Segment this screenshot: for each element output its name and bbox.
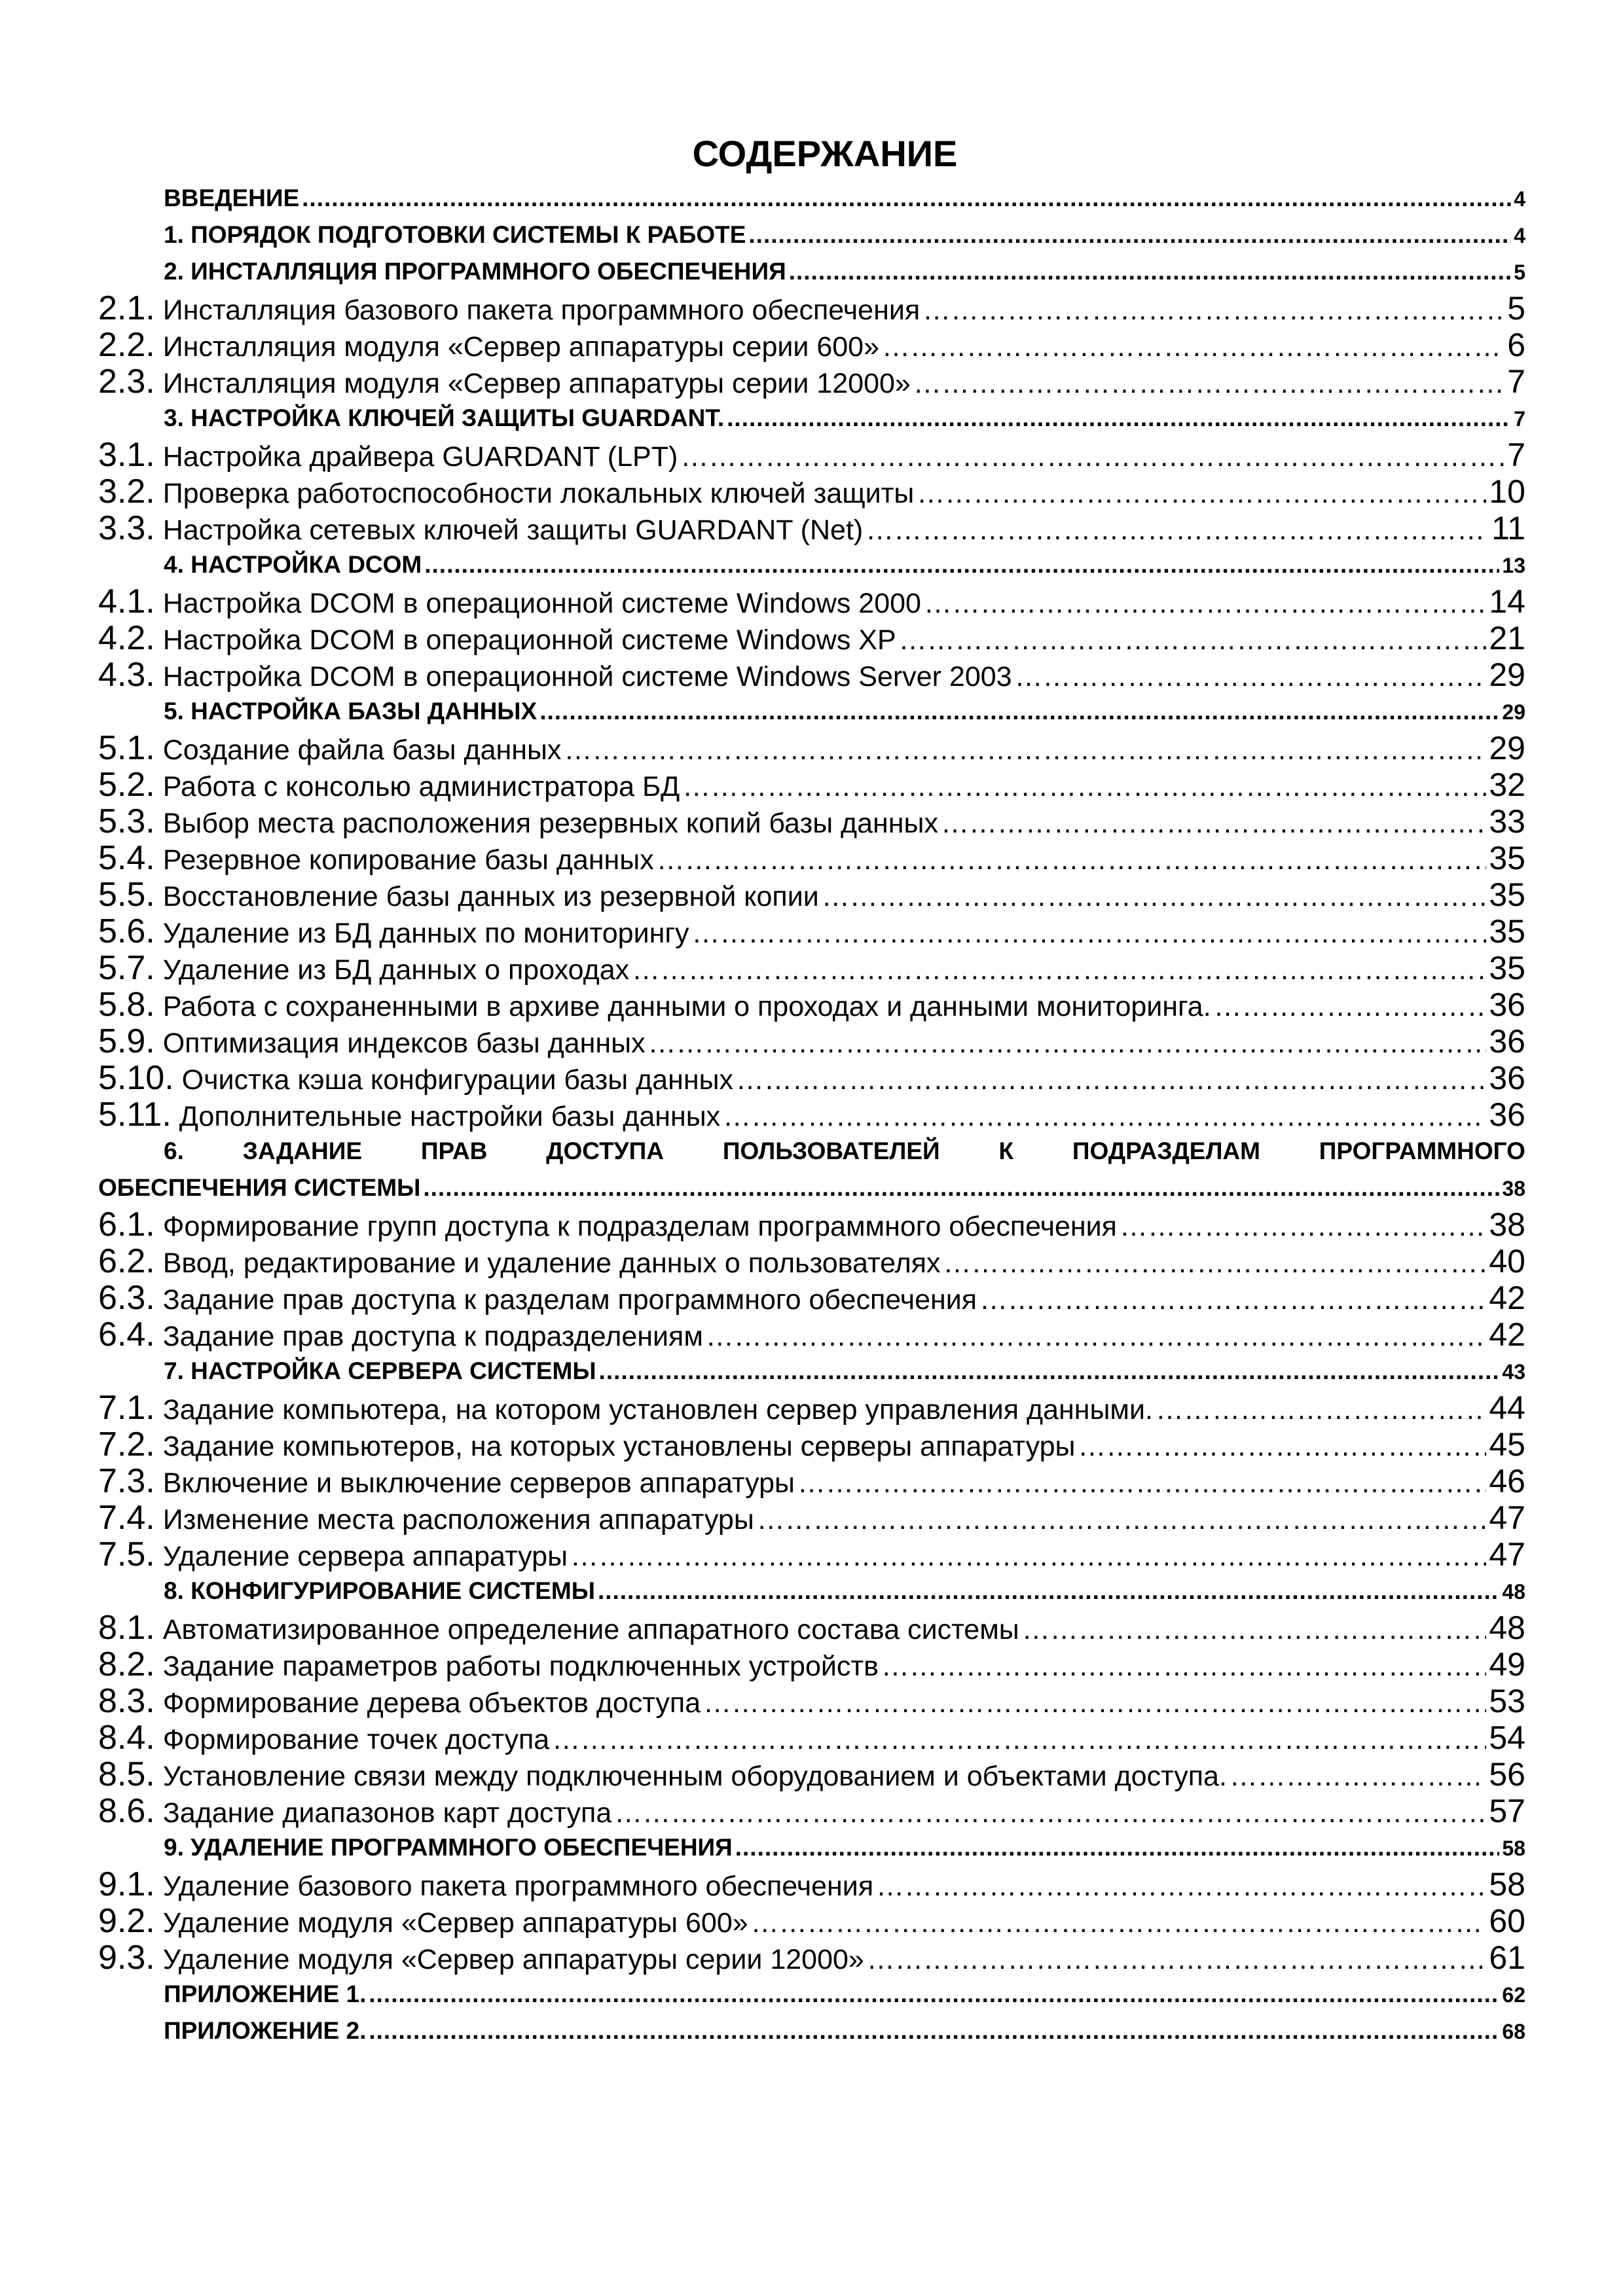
- toc-entry-label: 3. НАСТРОЙКА КЛЮЧЕЙ ЗАЩИТЫ GUARDANT.: [164, 404, 725, 431]
- toc-entry-page: 40: [1489, 1243, 1525, 1280]
- toc-entry-subsection[interactable]: [98, 1756, 1525, 1793]
- toc-entry-page: 33: [1489, 803, 1525, 840]
- toc-entry-label: ПРИЛОЖЕНИЕ 2.: [164, 2017, 367, 2044]
- toc-entry-subsection[interactable]: [98, 290, 1525, 327]
- dot-leader: [1078, 1428, 1486, 1463]
- toc-entry-number: 2.2.: [98, 327, 155, 363]
- toc-entry-subsection[interactable]: [98, 327, 1525, 363]
- toc-entry-label: Установление связи между подключенным оборудованием и объектами доступа.: [162, 1761, 1227, 1792]
- toc-entry-label: Автоматизированное определение аппаратного состава системы: [162, 1614, 1019, 1645]
- toc-entry-label: Формирование дерева объектов доступа: [162, 1687, 701, 1719]
- toc-entry-subsection[interactable]: [98, 437, 1525, 473]
- toc-entry-section[interactable]: [98, 217, 1525, 253]
- toc-entry-word: ДОСТУПА: [546, 1138, 664, 1164]
- toc-entry-label: Задание компьютеров, на которых установлены серверы аппаратуры: [162, 1431, 1076, 1462]
- toc-entry-label: Инсталляция базового пакета программного обеспечения: [162, 295, 921, 326]
- dot-leader: [866, 512, 1489, 547]
- toc-entry-number: 8.2.: [98, 1646, 155, 1683]
- toc-entry-number: 5.5.: [98, 876, 155, 913]
- toc-entry-label: Удаление модуля «Сервер аппаратуры серии 12000»: [162, 1944, 864, 1975]
- toc-entry-subsection[interactable]: [98, 363, 1525, 400]
- dot-leader: [1015, 658, 1487, 693]
- dot-leader: [979, 1282, 1486, 1316]
- toc-entry-label: Изменение места расположения аппаратуры: [162, 1504, 754, 1535]
- dot-leader: [632, 952, 1486, 986]
- toc-entry-number: 4.2.: [98, 620, 155, 656]
- toc-entry-section[interactable]: [98, 1133, 1525, 1206]
- toc-entry-page: 35: [1489, 950, 1525, 986]
- toc-entry-subsection[interactable]: [98, 1096, 1525, 1133]
- toc-entry-number: 6.2.: [98, 1243, 155, 1280]
- toc-entry-page: 42: [1489, 1316, 1525, 1353]
- toc-entry-subsection[interactable]: [98, 1646, 1525, 1683]
- toc-entry-number: 4.1.: [98, 583, 155, 620]
- toc-entry-section[interactable]: [98, 1976, 1525, 2013]
- toc-entry-page: 58: [1502, 1837, 1525, 1860]
- toc-entry-label: 5. НАСТРОЙКА БАЗЫ ДАННЫХ: [164, 698, 538, 725]
- toc-entry-number: 5.7.: [98, 950, 155, 986]
- toc-entry-label: Удаление сервера аппаратуры: [162, 1541, 568, 1572]
- dot-leader: [822, 878, 1487, 913]
- toc-entry-label: Задание прав доступа к подразделениям: [162, 1321, 703, 1352]
- toc-entry-page: 4: [1514, 187, 1525, 211]
- toc-entry-subsection[interactable]: [98, 876, 1525, 913]
- dot-leader: [876, 1868, 1486, 1903]
- toc-entry-number: 2.1.: [98, 290, 155, 327]
- toc-entry-number: 7.5.: [98, 1536, 155, 1573]
- dot-leader: [703, 1685, 1486, 1719]
- toc-entry-label: Очистка кэша конфигурации базы данных: [181, 1064, 733, 1096]
- dot-leader: [692, 915, 1487, 950]
- toc-entry-page: 57: [1489, 1793, 1525, 1829]
- dot-leader: [648, 1025, 1487, 1060]
- toc-entry-number: 4.3.: [98, 656, 155, 693]
- dot-leader: [735, 1829, 1500, 1866]
- toc-entry-label: Инсталляция модуля «Сервер аппаратуры серии 12000»: [162, 368, 911, 399]
- toc-entry-label: Задание диапазонов карт доступа: [162, 1797, 612, 1829]
- dot-leader: [757, 1501, 1487, 1536]
- toc-entry-subsection[interactable]: [98, 1719, 1525, 1756]
- toc-entry-subsection[interactable]: [98, 1939, 1525, 1976]
- toc-entry-section[interactable]: [98, 253, 1525, 290]
- toc-entry-number: 5.8.: [98, 986, 155, 1023]
- toc-entry-page: 35: [1489, 913, 1525, 950]
- toc-entry-page: 60: [1489, 1903, 1525, 1939]
- dot-leader: [751, 1905, 1487, 1939]
- toc-entry-section[interactable]: [98, 1353, 1525, 1390]
- toc-entry-page: 32: [1489, 766, 1525, 803]
- toc-entry-page: 54: [1489, 1719, 1525, 1756]
- dot-leader: [727, 400, 1511, 437]
- toc-entry-label: Работа с сохраненными в архиве данными о проходах и данными мониторинга.: [162, 991, 1211, 1022]
- dot-leader: [369, 1976, 1499, 2013]
- dot-leader: [924, 585, 1486, 620]
- toc-entry-number: 3.1.: [98, 437, 155, 473]
- toc-entry-page: 36: [1489, 1096, 1525, 1133]
- toc-entry-subsection[interactable]: [98, 473, 1525, 510]
- dot-leader: [598, 1573, 1499, 1609]
- dot-leader: [736, 1062, 1486, 1096]
- toc-entry-subsection[interactable]: [98, 1316, 1525, 1353]
- toc-entry-subsection[interactable]: [98, 1390, 1525, 1426]
- toc-entry-subsection[interactable]: [98, 950, 1525, 986]
- toc-entry-label: Формирование точек доступа: [162, 1724, 550, 1755]
- toc-entry-page: 38: [1502, 1177, 1525, 1200]
- toc-entry-label: Удаление из БД данных по мониторингу: [162, 918, 689, 949]
- toc-entry-label: ПРИЛОЖЕНИЕ 1.: [164, 1981, 367, 2007]
- toc-entry-label: Задание компьютера, на котором установлен сервер управления данными.: [162, 1394, 1153, 1426]
- dot-leader: [657, 842, 1487, 876]
- toc-entry-page: 48: [1502, 1580, 1525, 1604]
- toc-entry-label: Удаление из БД данных о проходах: [162, 954, 630, 986]
- toc-entry-page: 6: [1507, 327, 1525, 363]
- toc-entry-word: ПОЛЬЗОВАТЕЛЕЙ: [722, 1138, 940, 1164]
- toc-entry-label: Восстановление базы данных из резервной копии: [162, 881, 819, 912]
- toc-entry-page: 49: [1489, 1646, 1525, 1683]
- toc-entry-label: Настройка DCOM в операционной системе Windows Server 2003: [162, 661, 1012, 692]
- toc-entry-page: 56: [1489, 1756, 1525, 1793]
- toc-entry-word: 6.: [164, 1138, 184, 1164]
- dot-leader: [943, 1245, 1487, 1280]
- toc-entry-label: Удаление базового пакета программного обеспечения: [162, 1871, 874, 1902]
- toc-entry-page: 58: [1489, 1866, 1525, 1903]
- dot-leader: [922, 292, 1504, 327]
- toc-entry-subsection[interactable]: [98, 730, 1525, 766]
- toc-entry-label: 1. ПОРЯДОК ПОДГОТОВКИ СИСТЕМЫ К РАБОТЕ: [164, 221, 746, 248]
- dot-leader: [941, 805, 1486, 840]
- dot-leader: [789, 253, 1511, 290]
- toc-entry-label: Включение и выключение серверов аппаратуры: [162, 1467, 795, 1499]
- dot-leader: [1156, 1391, 1486, 1426]
- toc-entry-number: 5.3.: [98, 803, 155, 840]
- toc-entry-label: ВВЕДЕНИЕ: [164, 185, 300, 211]
- toc-entry-number: 2.3.: [98, 363, 155, 400]
- toc-entry-number: 3.2.: [98, 473, 155, 510]
- toc-entry-page: 13: [1502, 554, 1525, 577]
- dot-leader: [1022, 1611, 1487, 1646]
- dot-leader: [539, 693, 1499, 730]
- toc-entry-label: Формирование групп доступа к подразделам программного обеспечения: [162, 1211, 1117, 1242]
- toc-entry-page: 47: [1489, 1536, 1525, 1573]
- toc-entry-page: 4: [1514, 224, 1525, 247]
- toc-entry-subsection[interactable]: [98, 1060, 1525, 1096]
- toc-entry-subsection[interactable]: [98, 583, 1525, 620]
- dot-leader: [424, 547, 1499, 583]
- dot-leader: [797, 1465, 1486, 1499]
- toc-entry-page: 61: [1489, 1939, 1525, 1976]
- dot-leader: [1230, 1758, 1486, 1793]
- toc-entry-label: Создание файла базы данных: [162, 734, 562, 766]
- toc-entry-page: 14: [1489, 583, 1525, 620]
- toc-entry-page: 5: [1507, 290, 1525, 327]
- toc-entry-page: 43: [1502, 1360, 1525, 1384]
- toc-entry-label: Удаление модуля «Сервер аппаратуры 600»: [162, 1907, 748, 1939]
- toc-entry-page: 21: [1489, 620, 1525, 656]
- dot-leader: [423, 1170, 1499, 1206]
- toc-entry-number: 5.4.: [98, 840, 155, 876]
- toc-entry-number: 9.1.: [98, 1866, 155, 1903]
- toc-entry-page: 46: [1489, 1463, 1525, 1499]
- toc-entry-page: 35: [1489, 840, 1525, 876]
- toc-entry-subsection[interactable]: [98, 1023, 1525, 1060]
- toc-entry-section[interactable]: [98, 400, 1525, 437]
- toc-entry-page: 36: [1489, 1023, 1525, 1060]
- toc-entry-page: 7: [1507, 437, 1525, 473]
- toc-entry-number: 3.3.: [98, 510, 155, 547]
- toc-entry-label: Настройка DCOM в операционной системе Windows XP: [162, 624, 896, 656]
- toc-entry-subsection[interactable]: [98, 986, 1525, 1023]
- dot-leader: [1120, 1208, 1486, 1243]
- dot-leader: [570, 1538, 1486, 1573]
- dot-leader: [682, 768, 1486, 803]
- dot-leader: [369, 2013, 1499, 2049]
- toc-entry-subsection[interactable]: [98, 1463, 1525, 1499]
- toc-entry-number: 6.3.: [98, 1280, 155, 1316]
- toc-entry-subsection[interactable]: [98, 803, 1525, 840]
- toc-entry-section[interactable]: [98, 547, 1525, 583]
- toc-entry-section[interactable]: [98, 1829, 1525, 1866]
- toc-entry-number: 7.4.: [98, 1499, 155, 1536]
- toc-entry-page: 42: [1489, 1280, 1525, 1316]
- toc-entry-word: ЗАДАНИЕ: [242, 1138, 363, 1164]
- toc-entry-label: Ввод, редактирование и удаление данных о пользователях: [162, 1247, 941, 1279]
- dot-leader: [882, 329, 1504, 363]
- toc-entry-number: 5.11.: [98, 1096, 172, 1133]
- toc-entry-label: Инсталляция модуля «Сервер аппаратуры серии 600»: [162, 331, 880, 363]
- toc-entry-number: 8.6.: [98, 1793, 155, 1829]
- toc-entry-section[interactable]: [98, 693, 1525, 730]
- toc-entry-page: 47: [1489, 1499, 1525, 1536]
- toc-entry-subsection[interactable]: [98, 1793, 1525, 1829]
- toc-entry-number: 5.10.: [98, 1060, 174, 1096]
- dot-leader: [302, 180, 1511, 217]
- toc-entry-page: 10: [1489, 473, 1525, 510]
- toc-entry-page: 7: [1507, 363, 1525, 400]
- toc-entry-page: 68: [1502, 2020, 1525, 2043]
- toc-entry-page: 35: [1489, 876, 1525, 913]
- toc-entry-number: 8.5.: [98, 1756, 155, 1793]
- toc-entry-number: 8.4.: [98, 1719, 155, 1756]
- toc-entry-label: 9. УДАЛЕНИЕ ПРОГРАММНОГО ОБЕСПЕЧЕНИЯ: [164, 1834, 733, 1861]
- toc-entry-number: 7.3.: [98, 1463, 155, 1499]
- toc-entry-number: 8.3.: [98, 1683, 155, 1719]
- dot-leader: [723, 1098, 1486, 1133]
- toc-entry-subsection[interactable]: [98, 1499, 1525, 1536]
- dot-leader: [881, 1648, 1486, 1683]
- toc-entry-page: 48: [1489, 1609, 1525, 1646]
- toc-entry-page: 45: [1489, 1426, 1525, 1463]
- toc-entry-page: 11: [1491, 510, 1525, 547]
- toc-entry-page: 29: [1489, 656, 1525, 693]
- toc-entry-page: 36: [1489, 1060, 1525, 1096]
- toc-entry-label: 2. ИНСТАЛЛЯЦИЯ ПРОГРАММНОГО ОБЕСПЕЧЕНИЯ: [164, 258, 786, 285]
- toc-entry-page: 53: [1489, 1683, 1525, 1719]
- page-title: СОДЕРЖАНИЕ: [692, 133, 958, 174]
- toc-entry-subsection[interactable]: [98, 620, 1525, 656]
- toc-entry-number: 7.2.: [98, 1426, 155, 1463]
- toc-entry-word: ПРОГРАММНОГО: [1319, 1138, 1525, 1164]
- dot-leader: [917, 475, 1486, 510]
- toc-entry-page: 29: [1489, 730, 1525, 766]
- toc-entry-number: 8.1.: [98, 1609, 155, 1646]
- toc-entry-number: 5.9.: [98, 1023, 155, 1060]
- dot-leader: [599, 1353, 1500, 1390]
- toc-entry-page: 5: [1514, 260, 1525, 284]
- toc-entry-subsection[interactable]: [98, 1609, 1525, 1646]
- toc-entry-subsection[interactable]: [98, 913, 1525, 950]
- toc-entry-word: ПРАВ: [420, 1138, 488, 1164]
- toc-entry-section[interactable]: [98, 180, 1525, 217]
- toc-entry-label: Резервное копирование базы данных: [162, 844, 654, 876]
- dot-leader: [680, 439, 1504, 473]
- toc-entry-label: Выбор места расположения резервных копий базы данных: [162, 808, 938, 839]
- toc-entry-word: ПОДРАЗДЕЛАМ: [1072, 1138, 1260, 1164]
- toc-entry-number: 6.4.: [98, 1316, 155, 1353]
- toc-entry-section[interactable]: [98, 1573, 1525, 1609]
- toc-entry-subsection[interactable]: [98, 1243, 1525, 1280]
- toc-entry-number: 6.1.: [98, 1206, 155, 1243]
- toc-entry-page: 44: [1489, 1390, 1525, 1426]
- dot-leader: [706, 1318, 1486, 1353]
- toc-entry-word: К: [998, 1138, 1014, 1164]
- toc-entry-page: 62: [1502, 1983, 1525, 2007]
- toc-entry-number: 9.2.: [98, 1903, 155, 1939]
- toc-entry-label: Работа с консолью администратора БД: [162, 771, 680, 802]
- toc-entry-subsection[interactable]: [98, 1206, 1525, 1243]
- toc-entry-section[interactable]: [98, 2013, 1525, 2049]
- dot-leader: [748, 217, 1511, 253]
- toc-entry-subsection[interactable]: [98, 656, 1525, 693]
- toc-entry-subsection[interactable]: [98, 766, 1525, 803]
- toc-entry-label: Настройка сетевых ключей защиты GUARDANT (Net): [162, 514, 864, 546]
- toc-entry-label: Настройка драйвера GUARDANT (LPT): [162, 441, 678, 473]
- toc-entry-number: 5.2.: [98, 766, 155, 803]
- dot-leader: [867, 1941, 1487, 1976]
- dot-leader: [913, 365, 1504, 400]
- toc-entry-label: Дополнительные настройки базы данных: [179, 1101, 721, 1132]
- toc-entry-page: 36: [1489, 986, 1525, 1023]
- toc-entry-subsection[interactable]: [98, 1536, 1525, 1573]
- toc-entry-subsection[interactable]: [98, 510, 1525, 547]
- toc-entries: [98, 180, 1525, 2049]
- toc-entry-subsection[interactable]: [98, 1866, 1525, 1903]
- toc-entry-label: 4. НАСТРОЙКА DCOM: [164, 551, 422, 578]
- toc-entry-subsection[interactable]: [98, 1683, 1525, 1719]
- toc-entry-label: Оптимизация индексов базы данных: [162, 1028, 646, 1059]
- dot-leader: [564, 732, 1486, 766]
- toc-entry-page: 7: [1514, 407, 1525, 431]
- toc-entry-label: 7. НАСТРОЙКА СЕРВЕРА СИСТЕМЫ: [164, 1357, 596, 1384]
- dot-leader: [899, 622, 1487, 656]
- dot-leader: [1214, 988, 1487, 1023]
- toc-entry-number: 9.3.: [98, 1939, 155, 1976]
- toc-entry-page: 38: [1489, 1206, 1525, 1243]
- toc-entry-label: ОБЕСПЕЧЕНИЯ СИСТЕМЫ: [98, 1174, 421, 1201]
- toc-entry-subsection[interactable]: [98, 1426, 1525, 1463]
- dot-leader: [614, 1795, 1486, 1829]
- dot-leader: [552, 1721, 1486, 1756]
- toc-entry-label: Проверка работоспособности локальных ключей защиты: [162, 478, 915, 509]
- toc-entry-label: Настройка DCOM в операционной системе Windows 2000: [162, 588, 921, 619]
- toc-entry-number: 7.1.: [98, 1390, 155, 1426]
- toc-entry-page: 29: [1502, 700, 1525, 724]
- toc-entry-label: Задание прав доступа к разделам программного обеспечения: [162, 1284, 977, 1316]
- table-of-contents: [98, 128, 1525, 2049]
- toc-entry-label: 8. КОНФИГУРИРОВАНИЕ СИСТЕМЫ: [164, 1577, 595, 1604]
- toc-entry-subsection[interactable]: [98, 840, 1525, 876]
- toc-entry-label: Задание параметров работы подключенных устройств: [162, 1651, 879, 1682]
- toc-entry-number: 5.6.: [98, 913, 155, 950]
- toc-entry-number: 5.1.: [98, 730, 155, 766]
- toc-entry-subsection[interactable]: [98, 1903, 1525, 1939]
- toc-entry-subsection[interactable]: [98, 1280, 1525, 1316]
